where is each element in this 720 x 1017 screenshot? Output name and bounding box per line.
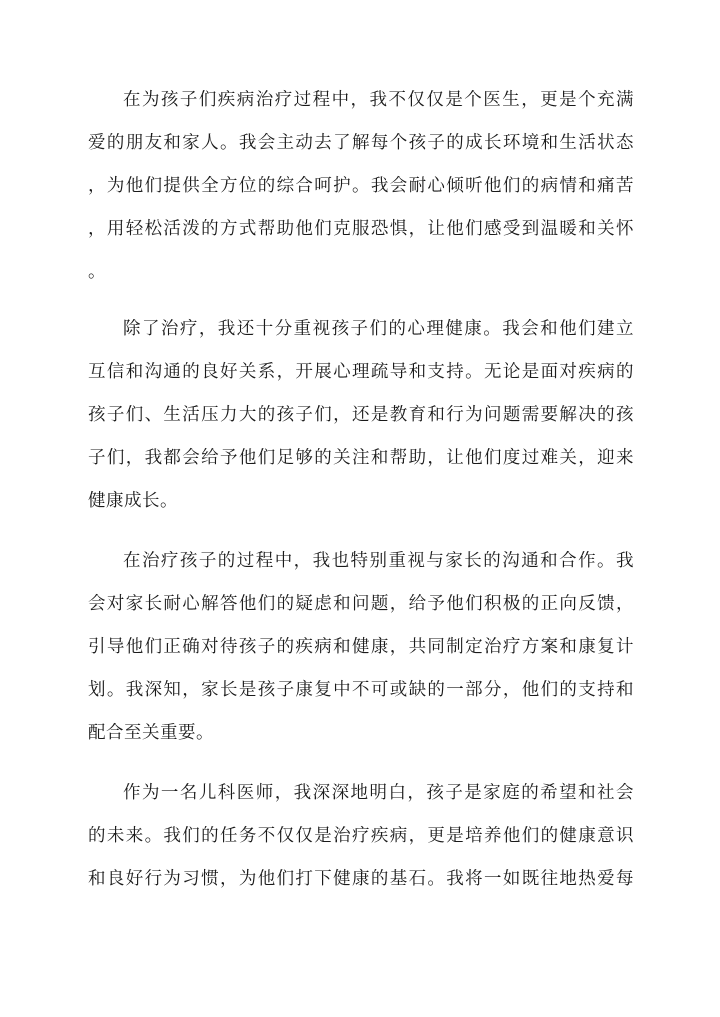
paragraph-1-line-5: 。 xyxy=(88,262,106,282)
paragraph-1-line-3: ，为他们提供全方位的综合呵护。我会耐心倾听他们的病情和痛苦 xyxy=(88,176,634,196)
paragraph-3-line-2: 会对家长耐心解答他们的疑虑和问题，给予他们积极的正向反馈， xyxy=(88,594,634,614)
paragraph-3-line-1: 在治疗孩子的过程中，我也特别重视与家长的沟通和合作。我 xyxy=(123,551,634,571)
paragraph-3-line-5: 配合至关重要。 xyxy=(88,723,214,743)
paragraph-1-line-2: 爱的朋友和家人。我会主动去了解每个孩子的成长环境和生活状态 xyxy=(88,133,634,153)
paragraph-2-line-1: 除了治疗，我还十分重视孩子们的心理健康。我会和他们建立 xyxy=(123,319,634,339)
paragraph-2-line-5: 健康成长。 xyxy=(88,491,178,511)
paragraph-4-line-3: 和良好行为习惯，为他们打下健康的基石。我将一如既往地热爱每 xyxy=(88,869,634,889)
paragraph-3-line-3: 引导他们正确对待孩子的疾病和健康，共同制定治疗方案和康复计 xyxy=(88,637,634,657)
paragraph-4-line-2: 的未来。我们的任务不仅仅是治疗疾病，更是培养他们的健康意识 xyxy=(88,826,634,846)
paragraph-3-line-4: 划。我深知，家长是孩子康复中不可或缺的一部分，他们的支持和 xyxy=(88,680,634,700)
paragraph-1-line-1: 在为孩子们疾病治疗过程中，我不仅仅是个医生，更是个充满 xyxy=(123,90,634,110)
paragraph-2-line-2: 互信和沟通的良好关系，开展心理疏导和支持。无论是面对疾病的 xyxy=(88,362,634,382)
paragraph-2-line-4: 子们，我都会给予他们足够的关注和帮助，让他们度过难关，迎来 xyxy=(88,448,634,468)
paragraph-1-line-4: ，用轻松活泼的方式帮助他们克服恐惧，让他们感受到温暖和关怀 xyxy=(88,219,634,239)
paragraph-2-line-3: 孩子们、生活压力大的孩子们，还是教育和行为问题需要解决的孩 xyxy=(88,405,634,425)
paragraph-4-line-1: 作为一名儿科医师，我深深地明白，孩子是家庭的希望和社会 xyxy=(123,783,634,803)
